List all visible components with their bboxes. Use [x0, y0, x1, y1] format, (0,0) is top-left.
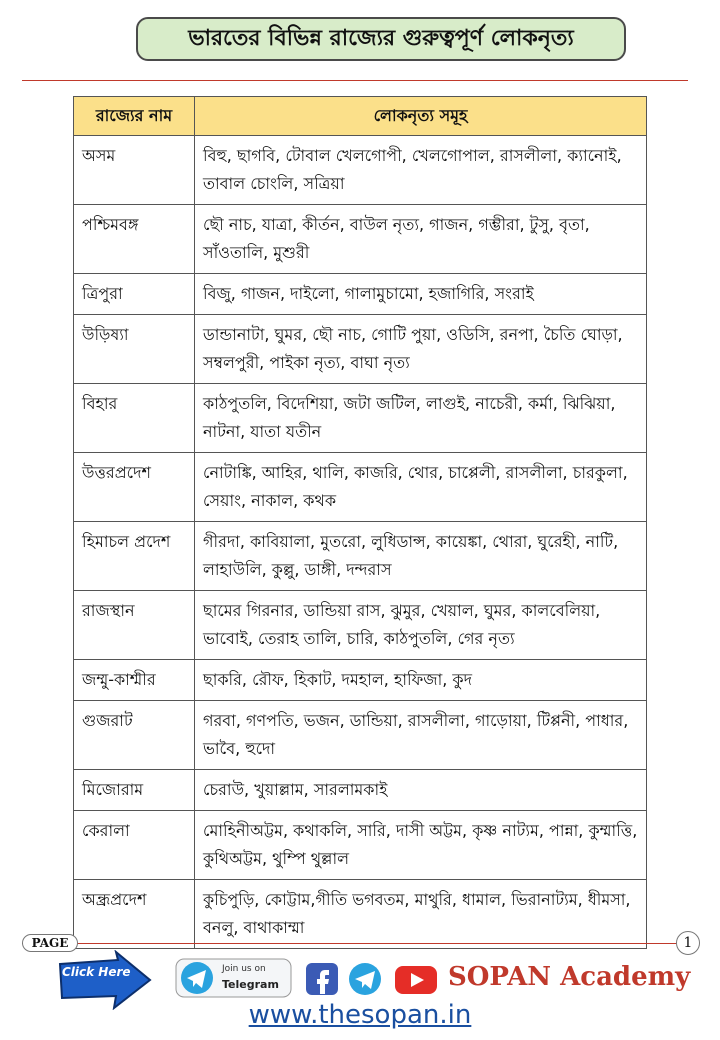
column-header-state: রাজ্যের নাম: [74, 97, 195, 136]
table-row: [74, 770, 647, 811]
table-row: [74, 591, 647, 660]
youtube-icon[interactable]: [394, 965, 438, 995]
divider: [22, 80, 688, 81]
brand-name: SOPAN Academy: [448, 962, 691, 992]
website-link[interactable]: www.thesopan.in: [248, 1000, 472, 1030]
click-here-label[interactable]: Click Here: [62, 965, 131, 979]
dances-cell: মোহিনীঅট্টম, কথাকলি, সারি, দাসী অট্টম, কৃষ্ণ নাট্যম, পান্না, কুম্মাত্তি, কুথিঅট্টম, থুম্পি থুল্লাল: [195, 811, 647, 880]
dances-cell: ডান্ডানাটা, ঘুমর, ছৌ নাচ, গোটি পুয়া, ওডিসি, রনপা, চৈতি ঘোড়া, সম্বলপুরী, পাইকা নৃত্য, বাঘা নৃত্য: [195, 315, 647, 384]
dances-cell: কুচিপুড়ি, কোট্টাম,গীতি ভগবতম, মাথুরি, ধামাল, ভিরানাট্যম, ধীমসা, বনলু, বাথাকাম্মা: [195, 880, 647, 949]
state-name-cell: ত্রিপুরা: [74, 274, 195, 315]
table-row: [74, 880, 647, 949]
state-name-cell: পশ্চিমবঙ্গ: [74, 205, 195, 274]
state-name-cell: অন্ধ্রপ্রদেশ: [74, 880, 195, 949]
table-row: [74, 453, 647, 522]
table-row: [74, 384, 647, 453]
page-label: PAGE: [22, 934, 78, 952]
telegram-icon[interactable]: [348, 962, 382, 996]
state-name-cell: গুজরাট: [74, 701, 195, 770]
table-row: [74, 522, 647, 591]
dances-cell: ছাকরি, রৌফ, হিকাট, দমহাল, হাফিজা, কুদ: [195, 660, 647, 701]
state-name-cell: কেরালা: [74, 811, 195, 880]
table-header-row: [74, 97, 647, 136]
dances-cell: বিজু, গাজন, দাইলো, গালামুচামো, হজাগিরি, সংরাই: [195, 274, 647, 315]
telegram-name-text[interactable]: Telegram: [222, 978, 279, 991]
dances-cell: নোটাঙ্কি, আহির, থালি, কাজরি, থোর, চাপ্পেলী, রাসলীলা, চারকুলা, সেয়াং, নাকাল, কথক: [195, 453, 647, 522]
state-name-cell: মিজোরাম: [74, 770, 195, 811]
table-row: [74, 274, 647, 315]
table-row: [74, 660, 647, 701]
table-row: [74, 701, 647, 770]
table-row: [74, 315, 647, 384]
dances-cell: গীরদা, কাবিয়ালা, মুতরো, লুধিডান্স, কায়েঙ্কা, থোরা, ঘুরেহী, নাটি, লাহাউলি, কুল্লু, ডাঙ্গী, দন্দরাস: [195, 522, 647, 591]
dances-cell: কাঠপুতলি, বিদেশিয়া, জটা জটিল, লাগুই, নাচেরী, কর্মা, ঝিঝিয়া, নাটনা, যাতা যতীন: [195, 384, 647, 453]
state-name-cell: হিমাচল প্রদেশ: [74, 522, 195, 591]
dances-cell: ছামের গিরনার, ডান্ডিয়া রাস, ঝুমুর, খেয়াল, ঘুমর, কালবেলিয়া, ভাবোই, তেরাহ তালি, চারি, কাঠপুতলি, গের নৃত্য: [195, 591, 647, 660]
state-name-cell: উড়িষ্যা: [74, 315, 195, 384]
page-title: ভারতের বিভিন্ন রাজ্যের গুরুত্বপূর্ণ লোকনৃত্য: [136, 17, 626, 61]
table-row: [74, 205, 647, 274]
dances-cell: চেরাউ, খুয়াল্লাম, সারলামকাই: [195, 770, 647, 811]
state-name-cell: রাজস্থান: [74, 591, 195, 660]
folk-dance-table: [73, 96, 647, 949]
column-header-dances: লোকনৃত্য সমূহ: [195, 97, 647, 136]
state-name-cell: উত্তরপ্রদেশ: [74, 453, 195, 522]
page-number: 1: [676, 931, 700, 955]
table-body: [74, 136, 647, 949]
facebook-icon[interactable]: [305, 962, 339, 996]
dances-cell: গরবা, গণপতি, ভজন, ডান্ডিয়া, রাসলীলা, গাড়োয়া, টিপ্পনী, পাধার, ভাবৈ, হুদো: [195, 701, 647, 770]
table-row: [74, 811, 647, 880]
dances-cell: ছৌ নাচ, যাত্রা, কীর্তন, বাউল নৃত্য, গাজন, গম্ভীরা, টুসু, বৃতা, সাঁওতালি, মুশুরী: [195, 205, 647, 274]
state-name-cell: অসম: [74, 136, 195, 205]
dances-cell: বিহু, ছাগবি, টোবাল খেলগোপী, খেলগোপাল, রাসলীলা, ক্যানোই, তাবাল চোংলি, সত্রিয়া: [195, 136, 647, 205]
state-name-cell: বিহার: [74, 384, 195, 453]
telegram-join-text: Join us on: [222, 964, 266, 974]
table-row: [74, 136, 647, 205]
footer-divider: [22, 943, 677, 944]
state-name-cell: জম্মু-কাশ্মীর: [74, 660, 195, 701]
